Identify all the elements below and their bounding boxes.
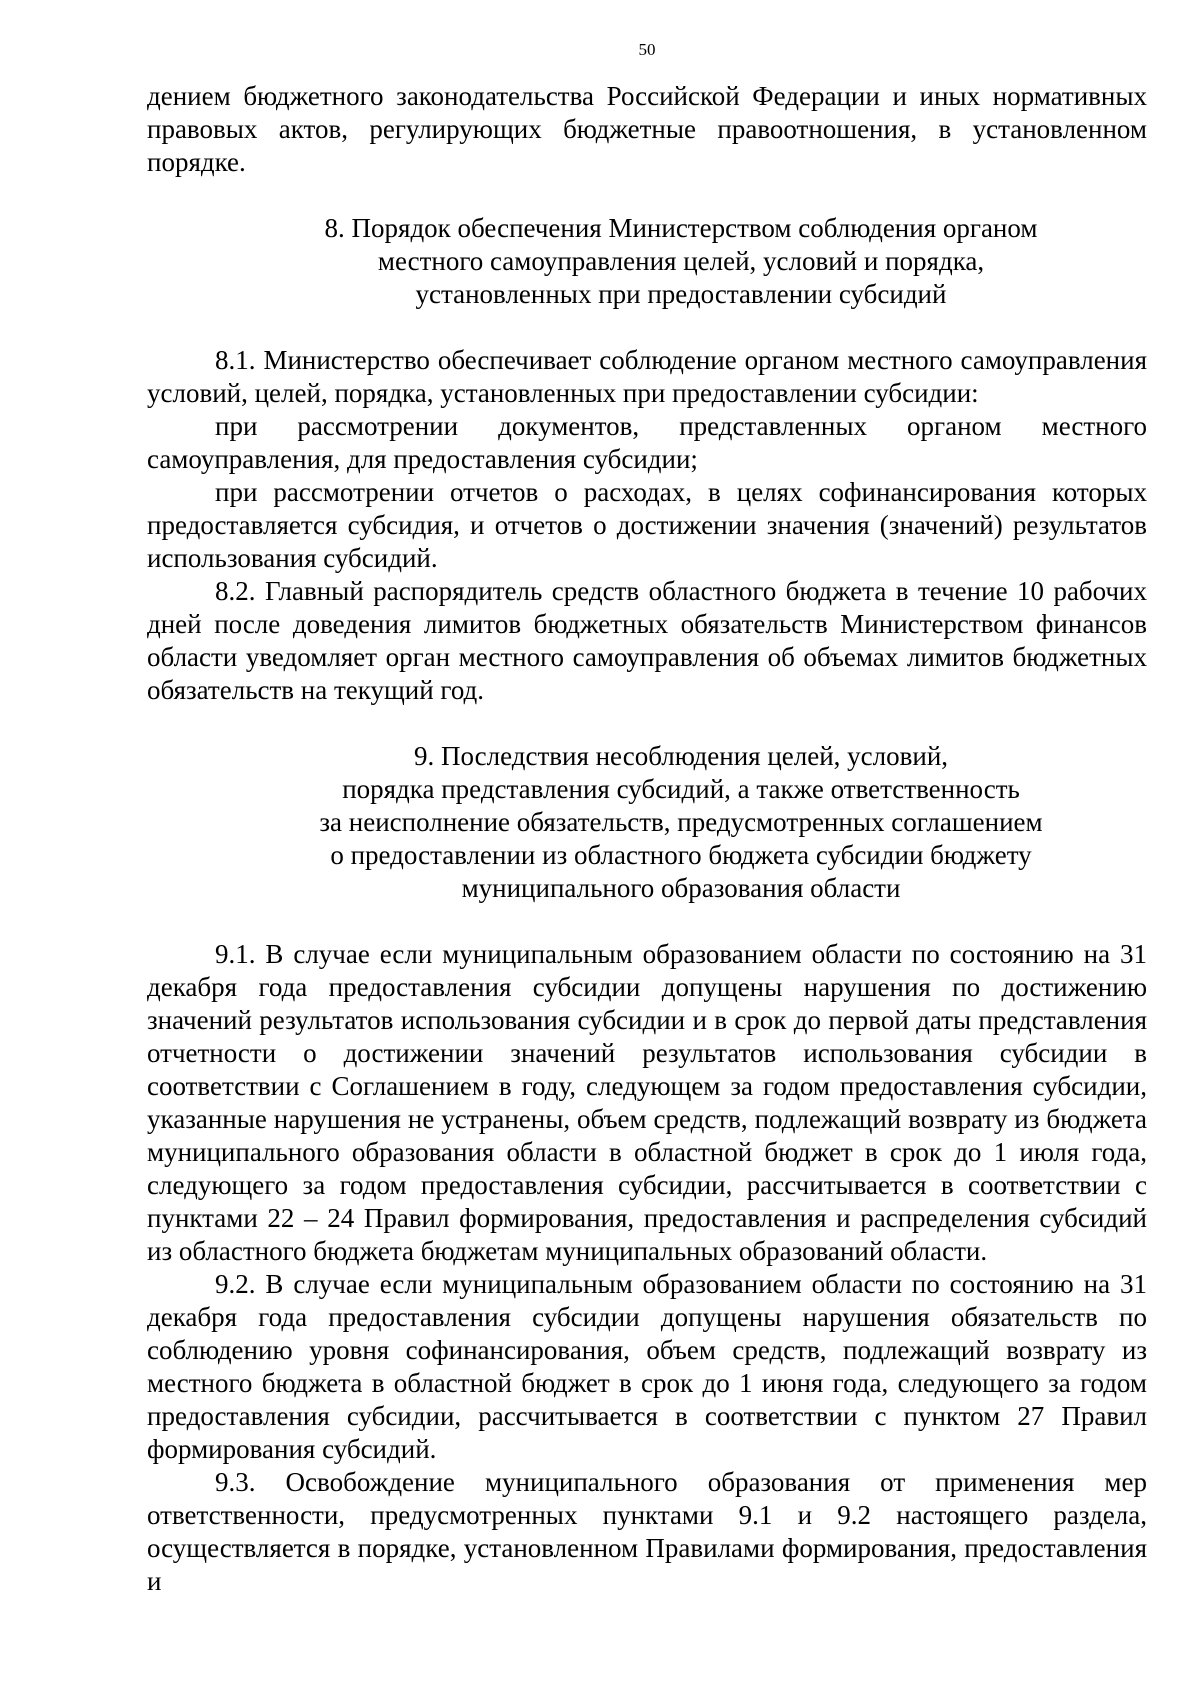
paragraph-9-3: 9.3. Освобождение муниципального образования от применения мер ответственности, предусмотренных пунктами 9.1 и 9.2 настоящего раздела, осуществляется в порядке, установленном Правилами формирования, предоставления и	[147, 1467, 1147, 1596]
intro-paragraph: дением бюджетного законодательства Российской Федерации и иных нормативных правовых актов, регулирующих бюджетные правоотношения, в установленном порядке.	[147, 81, 1147, 177]
heading-line: местного самоуправления целей, условий и порядка,	[377, 246, 985, 276]
heading-line: порядка представления субсидий, а также ответственность	[342, 774, 1020, 804]
heading-line: за неисполнение обязательств, предусмотренных соглашением	[319, 807, 1043, 837]
paragraph-8-1-item-2: при рассмотрении отчетов о расходах, в целях софинансирования которых предоставляется субсидия, и отчетов о достижении значения (значений) результатов использования субсидий.	[147, 477, 1147, 573]
heading-line: 8. Порядок обеспечения Министерством соблюдения органом	[324, 213, 1038, 243]
section-8-heading	[147, 212, 1147, 311]
page-content	[147, 40, 1147, 1598]
section-9-heading	[147, 740, 1147, 905]
paragraph-8-1-item-1: при рассмотрении документов, представленных органом местного самоуправления, для предоставления субсидии;	[147, 411, 1147, 474]
spacer	[147, 179, 1147, 212]
heading-line: установленных при предоставлении субсидий	[415, 279, 947, 309]
spacer	[147, 707, 1147, 740]
spacer	[147, 311, 1147, 344]
paragraph-9-2: 9.2. В случае если муниципальным образованием области по состоянию на 31 декабря года предоставления субсидии допущены нарушения обязательств по соблюдению уровня софинансирования, объем средств, подлежащий возврату из местного бюджета в областной бюджет в срок до 1 июня года, следующего за годом предоставления субсидии, рассчитывается в соответствии с пунктом 27 Правил формирования субсидий.	[147, 1269, 1147, 1464]
heading-line: о предоставлении из областного бюджета субсидии бюджету	[330, 840, 1032, 870]
paragraph-8-1: 8.1. Министерство обеспечивает соблюдение органом местного самоуправления условий, целей, порядка, установленных при предоставлении субсидии:	[147, 345, 1147, 408]
heading-line: 9. Последствия несоблюдения целей, условий,	[413, 741, 949, 771]
page-number: 50	[638, 40, 656, 59]
spacer	[147, 905, 1147, 938]
paragraph-9-1: 9.1. В случае если муниципальным образованием области по состоянию на 31 декабря года предоставления субсидии допущены нарушения по достижению значений результатов использования субсидии и в срок до первой даты представления отчетности о достижении значений результатов использования субсидии в соответствии с Соглашением в году, следующем за годом предоставления субсидии, указанные нарушения не устранены, объем средств, подлежащий возврату из бюджета муниципального образования области в областной бюджет в срок до 1 июля года, следующего за годом предоставления субсидии, рассчитывается в соответствии с пунктами 22 – 24 Правил формирования, предоставления и распределения субсидий из областного бюджета бюджетам муниципальных образований области.	[147, 939, 1147, 1266]
heading-line: муниципального образования области	[461, 873, 901, 903]
paragraph-8-2: 8.2. Главный распорядитель средств областного бюджета в течение 10 рабочих дней после доведения лимитов бюджетных обязательств Министерством финансов области уведомляет орган местного самоуправления об объемах лимитов бюджетных обязательств на текущий год.	[147, 576, 1147, 705]
